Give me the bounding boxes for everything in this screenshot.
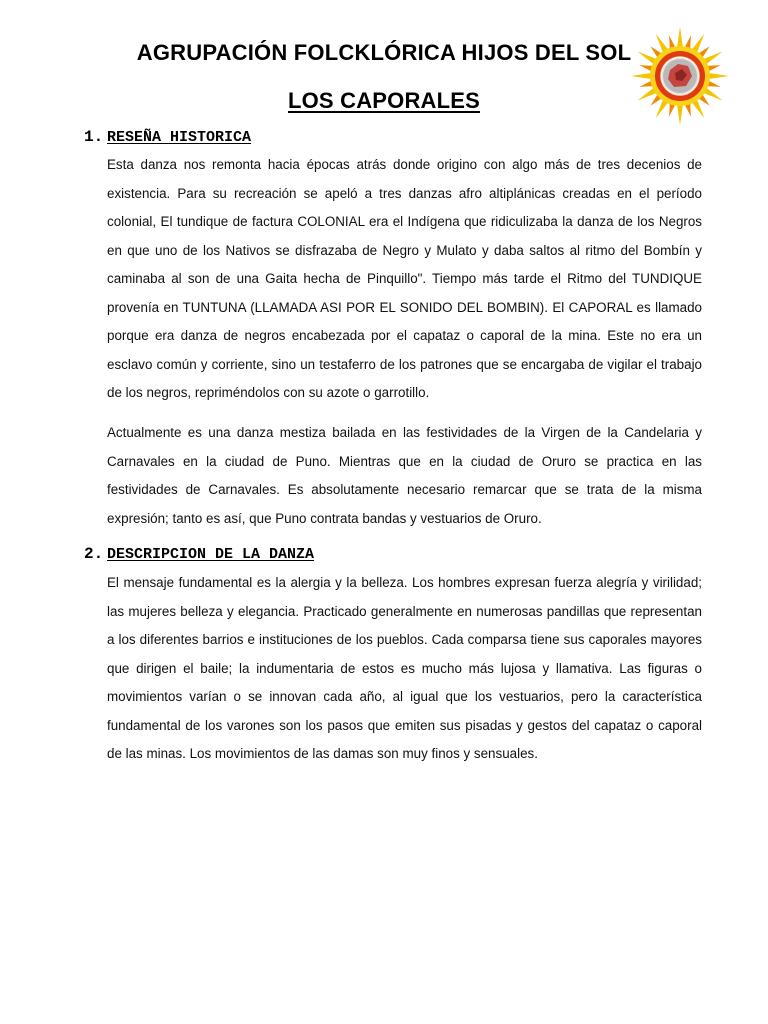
sun-ray <box>631 73 652 79</box>
sun-ray <box>677 104 683 125</box>
section-title: DESCRIPCION DE LA DANZA <box>107 546 315 563</box>
paragraph-resena-2: Actualmente es una danza mestiza bailada en las festividades de la Virgen de la Candelaria y Carnavales en la ciudad de Puno. Mientras que en la ciudad de Oruro se practica en las festividades de Carnavales. Es absolutamente necesario remarcar que se trata de la misma expresión; tanto es así, que Puno contrata bandas y vestuarios de Oruro. <box>107 425 702 526</box>
section-number: 2. <box>84 545 104 563</box>
document-subtitle: LOS CAPORALES <box>287 88 481 113</box>
paragraph-descripcion-1: El mensaje fundamental es la alergia y la belleza. Los hombres expresan fuerza alegría y virilidad; las mujeres belleza y elegancia. Practicado generalmente en numerosas pandillas que representan a los diferentes barrios e instituciones de los pueblos. Cada comparsa tiene sus caporales mayores que dirigen el baile; la indumentaria de estos es mucho más lujosa y llamativa. Las figuras o movimientos varían o se innovan cada año, al igual que los vestuarios, pero la característica fundamental de los varones son los pasos que emiten sus pisadas y gestos del capataz o caporal de las minas. Los movimientos de las damas son muy finos y sensuales. <box>107 575 702 761</box>
section-heading-resena <box>84 128 251 146</box>
document-title: AGRUPACIÓN FOLCKLÓRICA HIJOS DEL SOL <box>136 40 632 65</box>
sun-ray <box>677 27 683 48</box>
sun-emblem-icon <box>630 26 730 126</box>
section-heading-descripcion <box>84 545 314 563</box>
sun-ray <box>708 73 729 79</box>
section-number: 1. <box>84 128 104 146</box>
paragraph-resena-1: Esta danza nos remonta hacia épocas atrás donde origino con algo más de tres decenios de existencia. Para su recreación se apeló a tres danzas afro altiplánicas creadas en el período colonial, El tundique de factura COLONIAL era el Indígena que ridiculizaba la danza de los Negros en que uno de los Nativos se disfrazaba de Negro y Mulato y daba saltos al ritmo del Bombín y caminaba al son de una Gaita hecha de Pinquillo". Tiempo más tarde el Ritmo del TUNDIQUE provenía en TUNTUNA (LLAMADA ASI POR EL SONIDO DEL BOMBIN). El CAPORAL es llamado porque era danza de negros encabezada por el capataz o caporal de la mina. Este no era un esclavo común y corriente, sino un testaferro de los patrones que se encargaba de vigilar el trabajo de los negros, repriméndolos con su azote o garrotillo. <box>107 157 702 400</box>
section-title: RESEÑA HISTORICA <box>107 129 252 146</box>
